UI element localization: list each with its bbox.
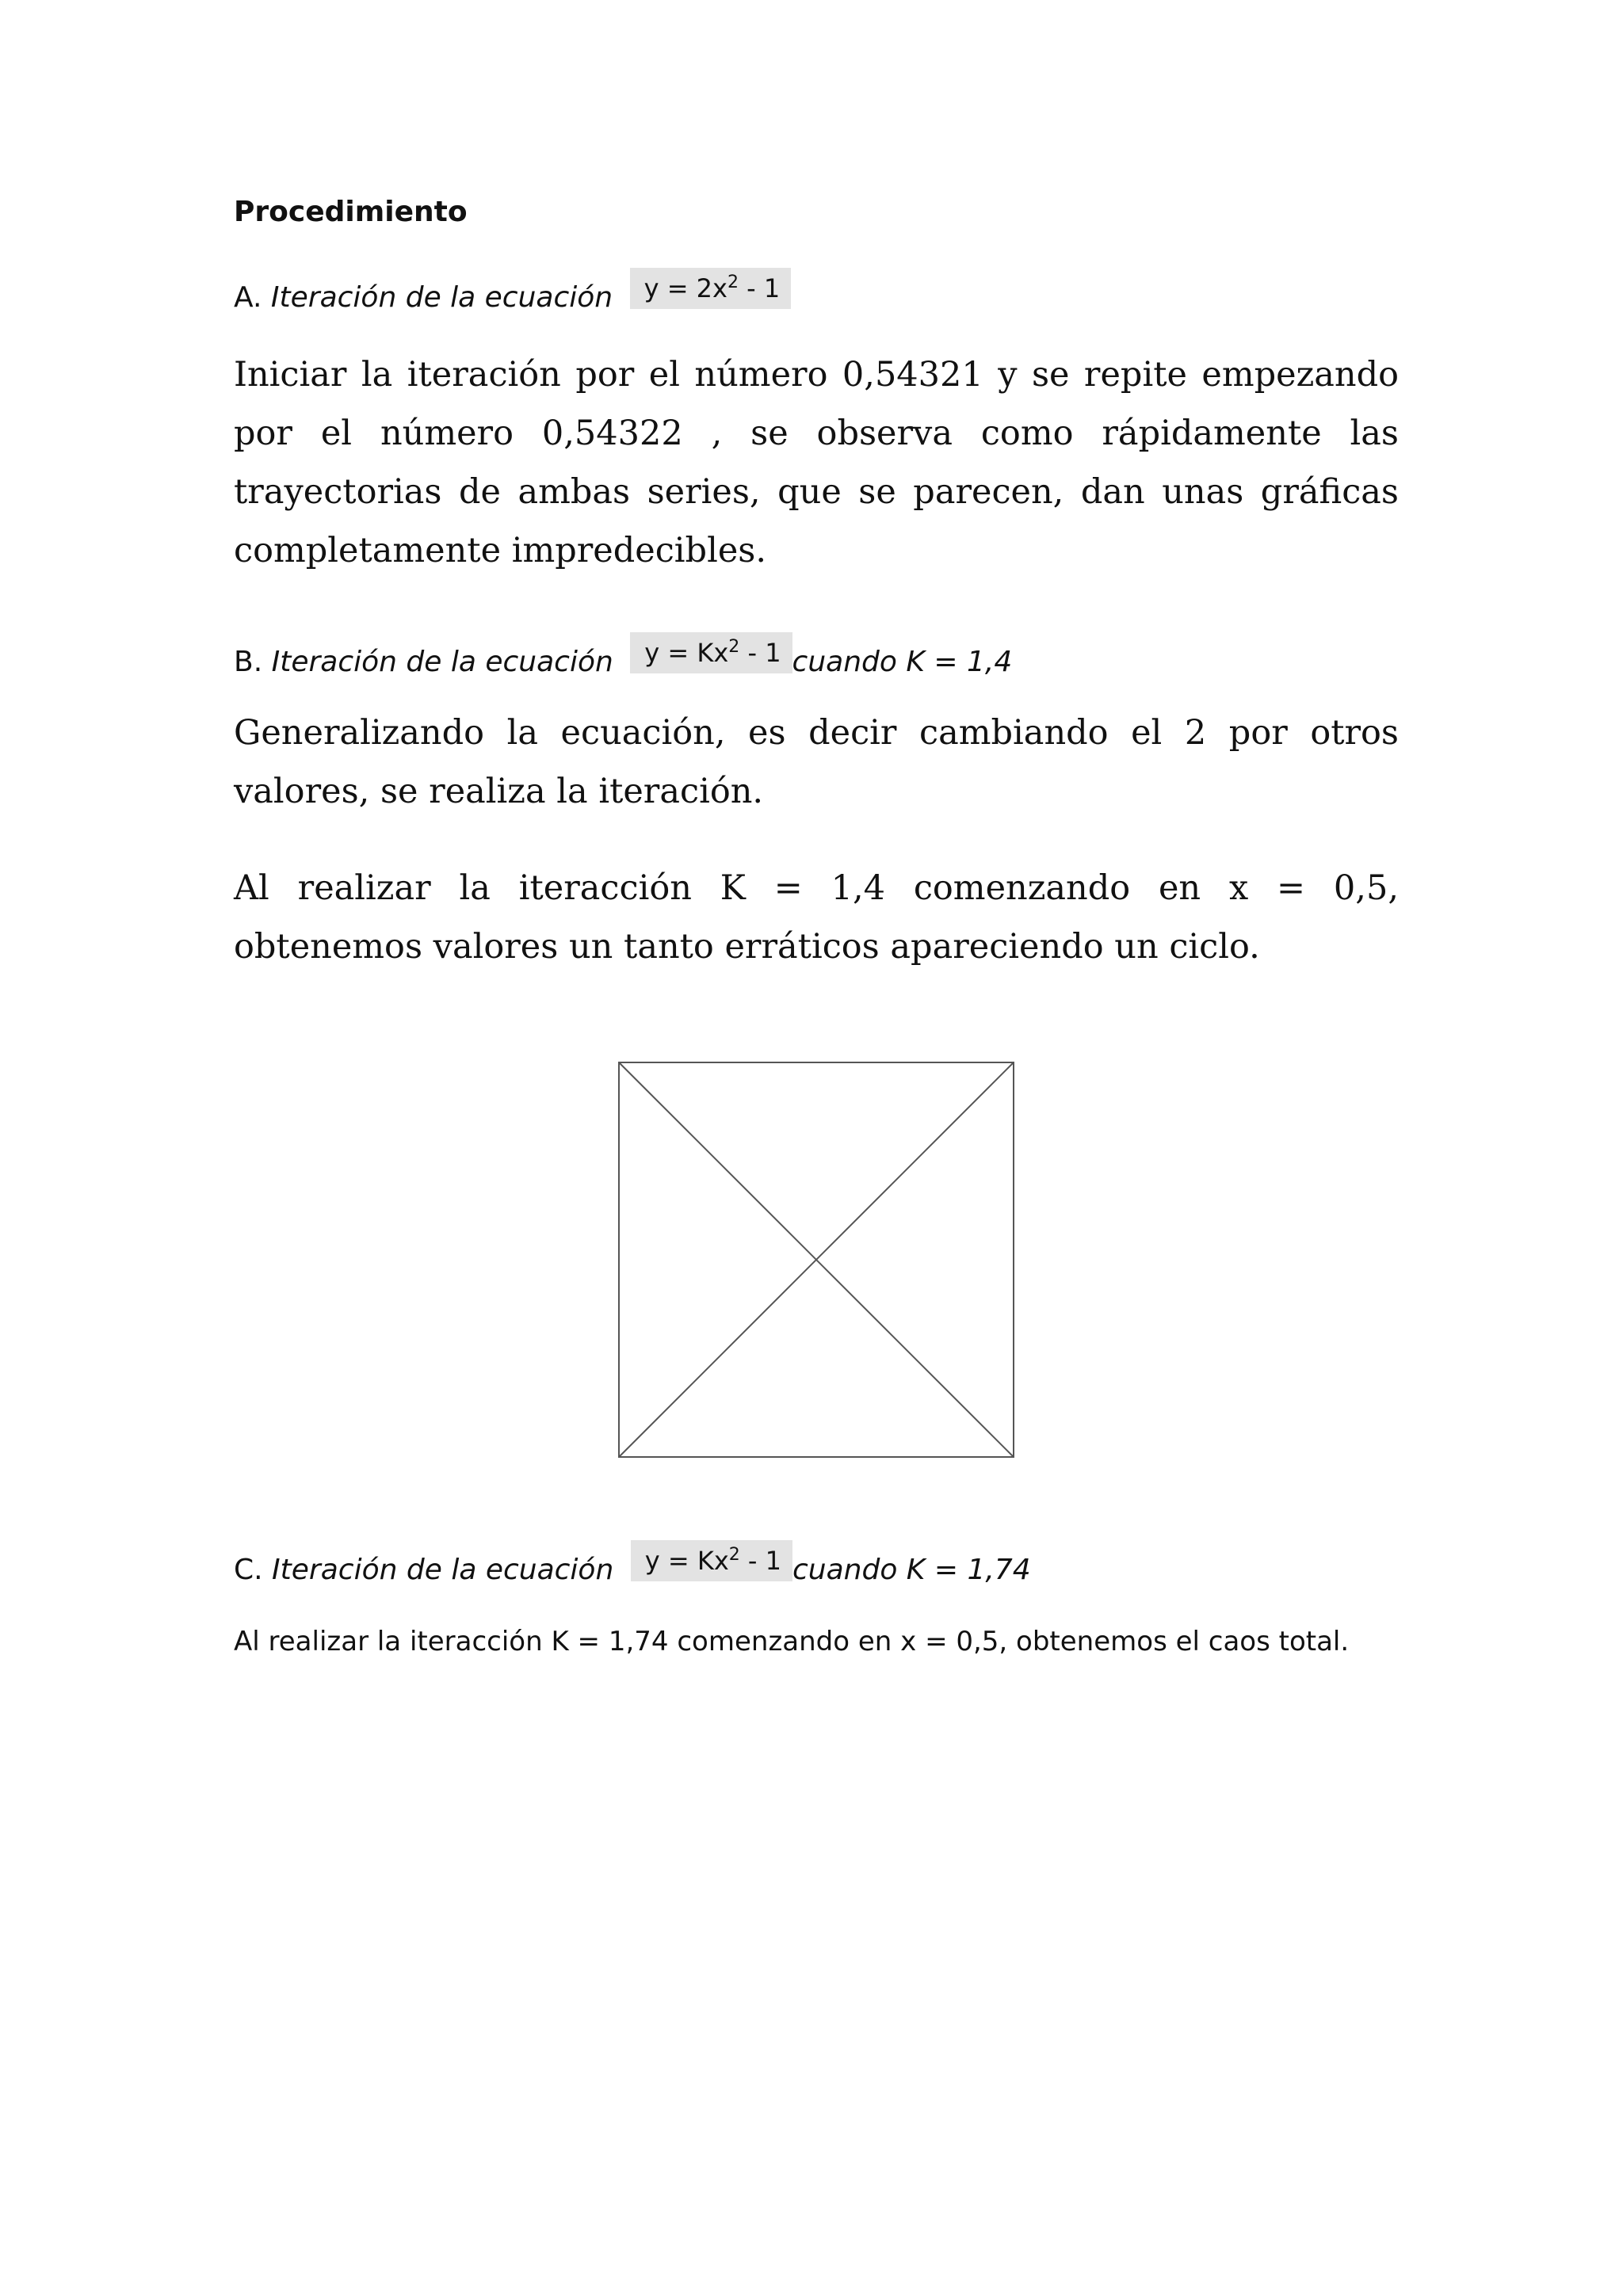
formula-a-tail: - 1: [738, 273, 781, 303]
missing-image-placeholder: [618, 1062, 1014, 1458]
section-c-letter: C.: [234, 1554, 263, 1586]
section-heading: Procedimiento: [234, 196, 468, 228]
formula-a-image: [630, 268, 792, 309]
formula-a-base: y = 2x: [643, 273, 727, 303]
section-a-label: Iteración de la ecuación: [270, 281, 613, 314]
section-c-label: Iteración de la ecuación: [272, 1554, 614, 1586]
section-b-title: [234, 637, 1013, 683]
formula-c-base: y = Kx: [644, 1546, 729, 1576]
section-c-title: [234, 1545, 1031, 1591]
section-a-letter: A.: [234, 281, 262, 314]
formula-b-base: y = Kx: [644, 638, 729, 668]
formula-b-image: [630, 632, 792, 673]
formula-b-tail: - 1: [739, 638, 781, 668]
formula-c-exponent: 2: [728, 1545, 740, 1565]
section-b-letter: B.: [234, 646, 263, 678]
section-a-title: [234, 273, 791, 318]
section-b-condition: cuando K = 1,4: [792, 646, 1013, 678]
formula-a-exponent: 2: [727, 273, 739, 292]
paragraph-b2: Al realizar la iteracción K = 1,4 comenzando en x = 0,5, obtenemos valores un tanto erráticos apareciendo un ciclo.: [234, 868, 1399, 967]
formula-c-image: [631, 1540, 792, 1581]
section-c-condition: cuando K = 1,74: [792, 1554, 1031, 1586]
section-b-label: Iteración de la ecuación: [271, 646, 613, 678]
paragraph-c: Al realizar la iteracción K = 1,74 comenzando en x = 0,5, obtenemos el caos total.: [234, 1626, 1350, 1657]
paragraph-a: Iniciar la iteración por el número 0,54321 y se repite empezando por el número 0,54322 , se observa como rápidamente las trayectorias de ambas series, que se parecen, dan unas gráficas completamente impredecibles.: [234, 355, 1399, 570]
paragraph-b1: Generalizando la ecuación, es decir cambiando el 2 por otros valores, se realiza la iteración.: [234, 713, 1399, 811]
formula-c-tail: - 1: [739, 1546, 781, 1576]
formula-b-exponent: 2: [728, 637, 740, 657]
